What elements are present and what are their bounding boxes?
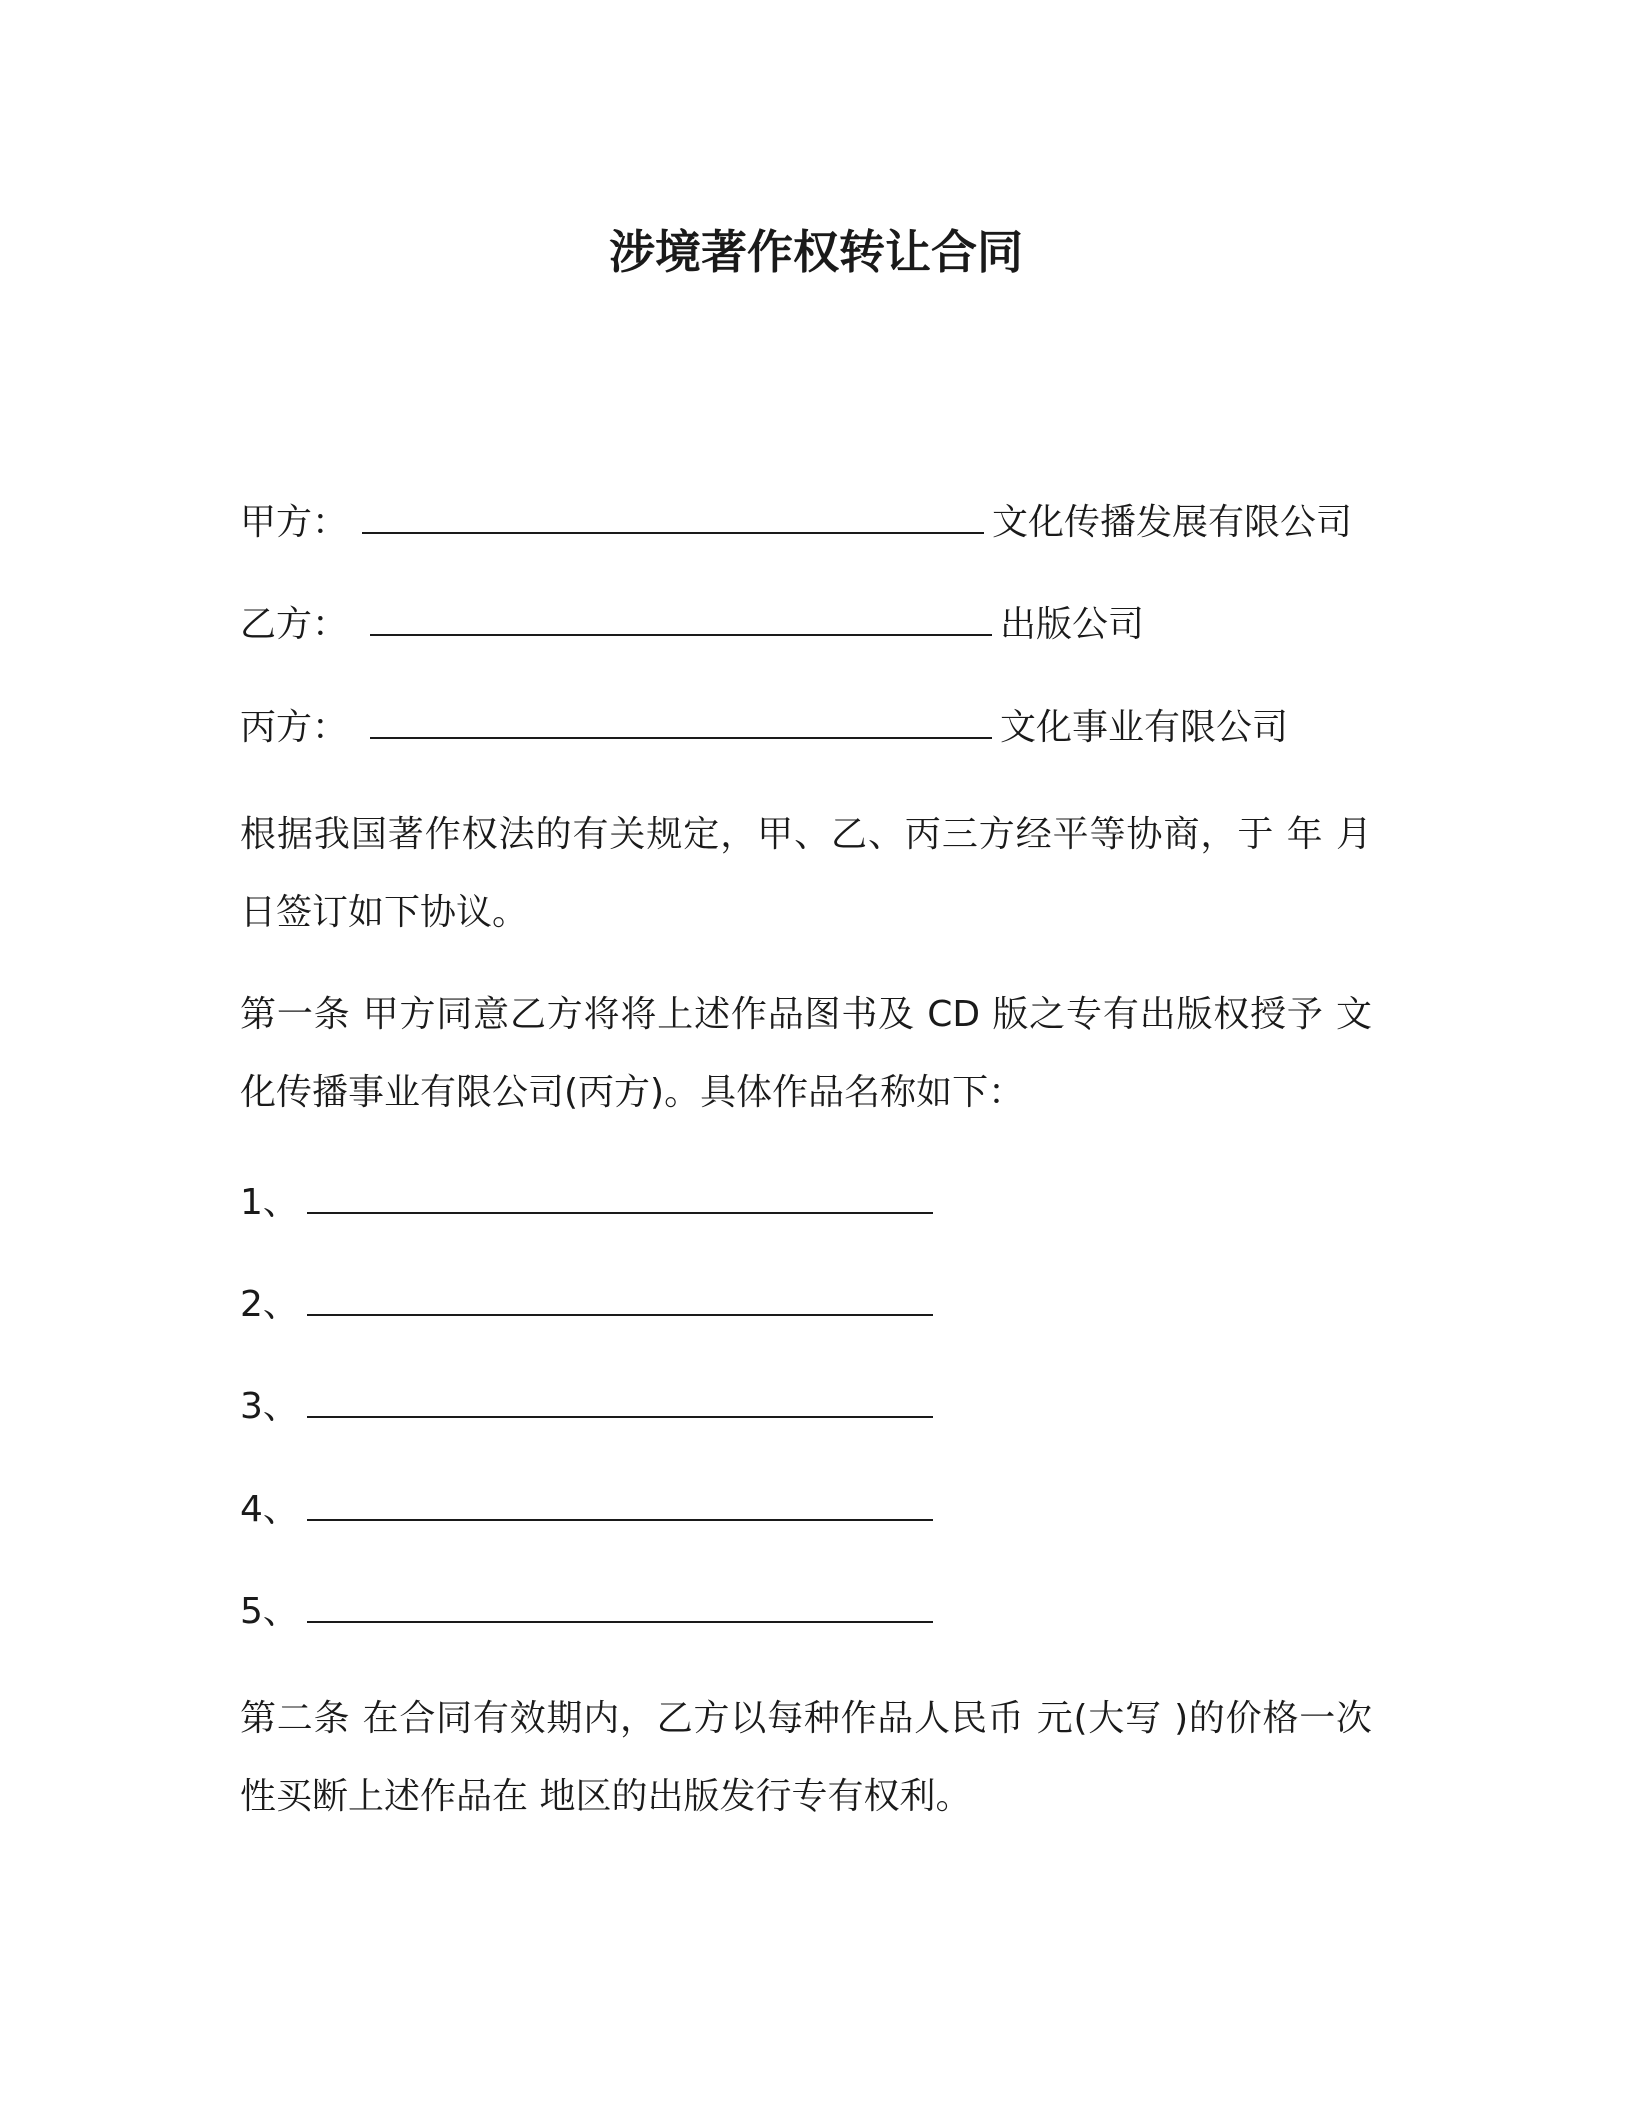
work-item-3-blank xyxy=(307,1384,933,1418)
work-item-1-blank xyxy=(307,1180,933,1214)
work-item-2-number: 2、 xyxy=(240,1284,299,1325)
party-c-name: 文化事业有限公司 xyxy=(1000,707,1289,748)
article-2-paragraph: 第二条 在合同有效期内，乙方以每种作品人民币 元(大写 )的价格一次性买断上述作品在 地区的出版发行专有权利。 xyxy=(240,1698,1372,1817)
work-item-5 xyxy=(240,1587,933,1637)
party-a-blank xyxy=(362,500,984,534)
party-a-name: 文化传播发展有限公司 xyxy=(992,502,1353,543)
work-item-5-blank xyxy=(307,1589,933,1623)
work-item-5-number: 5、 xyxy=(240,1591,299,1632)
party-c-blank xyxy=(370,705,992,739)
work-item-1 xyxy=(240,1178,933,1228)
party-c-label: 丙方： xyxy=(240,707,349,748)
party-b-label: 乙方： xyxy=(240,604,349,645)
work-item-3-number: 3、 xyxy=(240,1386,299,1427)
document-title: 涉境著作权转让合同 xyxy=(609,225,1023,279)
party-a-line xyxy=(240,498,1400,548)
work-item-4-number: 4、 xyxy=(240,1489,299,1530)
work-item-4 xyxy=(240,1485,933,1535)
work-item-3 xyxy=(240,1382,933,1432)
work-item-4-blank xyxy=(307,1487,933,1521)
work-item-1-number: 1、 xyxy=(240,1182,299,1223)
party-b-line xyxy=(240,600,1400,650)
preamble-paragraph: 根据我国著作权法的有关规定，甲、乙、丙三方经平等协商，于 年 月日签订如下协议。 xyxy=(240,814,1372,933)
party-c-line xyxy=(240,703,1400,753)
article-1-paragraph: 第一条 甲方同意乙方将将上述作品图书及 CD 版之专有出版权授予 文化传播事业有限公司(丙方)。具体作品名称如下： xyxy=(240,994,1372,1113)
party-b-blank xyxy=(370,602,992,636)
party-b-name: 出版公司 xyxy=(1000,604,1145,645)
party-a-label: 甲方： xyxy=(240,502,349,543)
work-item-2-blank xyxy=(307,1282,933,1316)
work-item-2 xyxy=(240,1280,933,1330)
